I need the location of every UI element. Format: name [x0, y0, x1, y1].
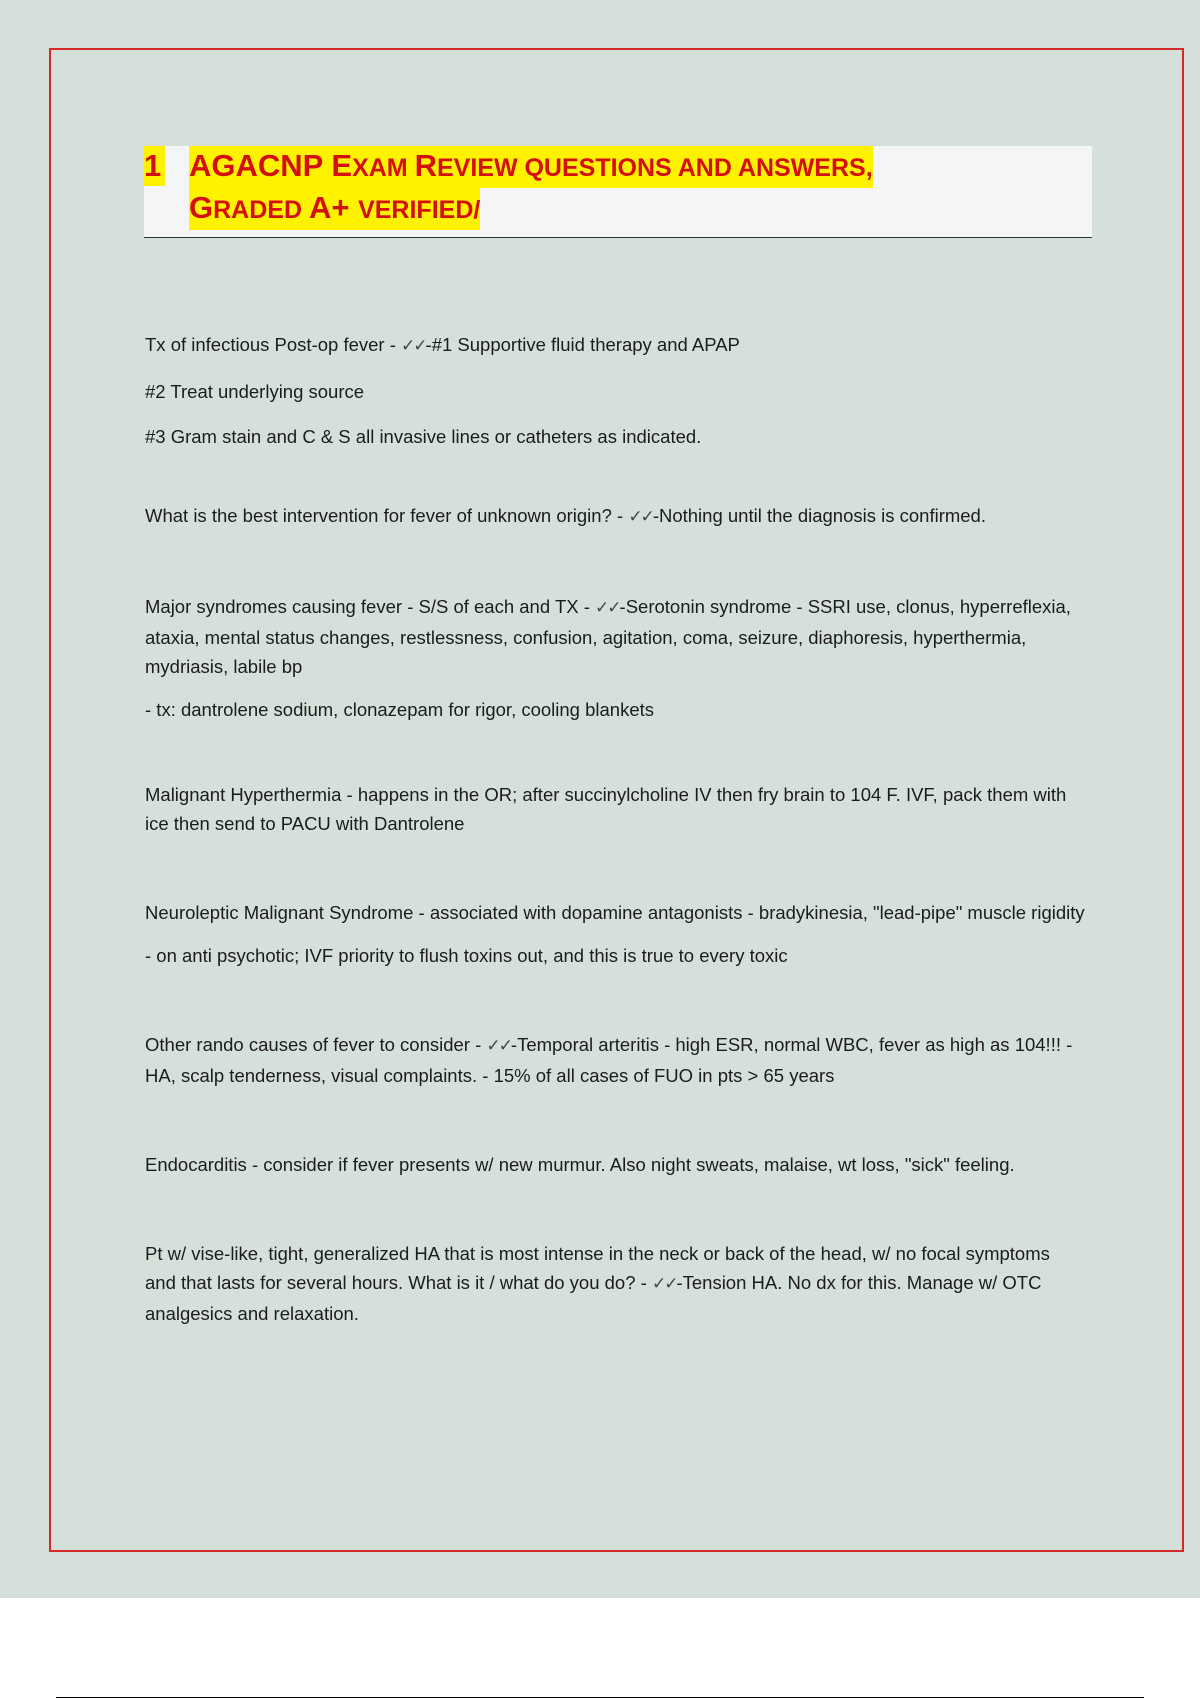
double-check-icon: ✓✓: [401, 336, 426, 356]
document-title: [189, 146, 1069, 230]
qa-entry-nms: [145, 898, 1085, 970]
qa-entry-other-causes: [145, 1030, 1085, 1090]
qa-line: - on anti psychotic; IVF priority to flush toxins out, and this is true to every toxic: [145, 945, 788, 966]
double-check-icon: ✓✓: [486, 1036, 511, 1056]
footer-rule: [56, 1697, 1144, 1698]
qa-entry-endocarditis: [145, 1150, 1085, 1179]
double-check-icon: ✓✓: [651, 1274, 677, 1294]
qa-entry-fever-syndromes: [145, 592, 1085, 724]
qa-entry-postop-fever: [145, 330, 1085, 451]
qa-content: [145, 330, 1085, 1384]
double-check-icon: ✓✓: [595, 598, 620, 618]
heading-number: 1: [144, 146, 165, 186]
qa-entry-tension-ha: [145, 1239, 1085, 1328]
qa-line: #2 Treat underlying source: [145, 381, 365, 402]
title-line-2: GRADED A+ VERIFIED/: [189, 188, 480, 230]
qa-question: Tx of infectious Post-op fever - ✓✓-#1 Supportive fluid therapy and APAP: [145, 334, 740, 356]
qa-text: Neuroleptic Malignant Syndrome - associated with dopamine antagonists - bradykinesia, "lead-pipe" muscle rigidity: [145, 902, 1085, 923]
qa-line: - tx: dantrolene sodium, clonazepam for rigor, cooling blankets: [145, 699, 655, 720]
qa-text: Malignant Hyperthermia - happens in the OR; after succinylcholine IV then fry brain to 104 F. IVF, pack them with ice then send to PACU with Dantrolene: [145, 784, 1067, 834]
title-line-1: AGACNP EXAM REVIEW QUESTIONS AND ANSWERS,: [189, 146, 873, 188]
qa-text: Endocarditis - consider if fever presents w/ new murmur. Also night sweats, malaise, wt loss, "sick" feeling.: [145, 1154, 1015, 1175]
double-check-icon: ✓✓: [628, 507, 653, 527]
qa-question: What is the best intervention for fever of unknown origin? - ✓✓-Nothing until the diagnosis is confirmed.: [145, 505, 986, 527]
qa-line: #3 Gram stain and C & S all invasive lines or catheters as indicated.: [145, 426, 702, 447]
qa-question: Other rando causes of fever to consider - ✓✓-Temporal arteritis - high ESR, normal WBC, fever as high as 104!!! - HA, scalp tenderness, visual complaints. - 15% of all cases of FUO in pts > 65 years: [145, 1034, 1073, 1086]
qa-entry-fuo: [145, 501, 1085, 532]
qa-question: Major syndromes causing fever - S/S of each and TX - ✓✓-Serotonin syndrome - SSRI use, clonus, hyperreflexia, ataxia, mental status changes, restlessness, confusion, agitation, coma, seizure, diaphoresis, hyperthermia, mydriasis, labile bp: [145, 596, 1071, 677]
qa-entry-malignant-hyperthermia: [145, 780, 1085, 838]
qa-question: Pt w/ vise-like, tight, generalized HA that is most intense in the neck or back of the head, w/ no focal symptoms and that lasts for several hours. What is it / what do you do? - ✓✓-Tension HA. No dx for this. Manage w/ OTC analgesics and relaxation.: [145, 1243, 1050, 1324]
